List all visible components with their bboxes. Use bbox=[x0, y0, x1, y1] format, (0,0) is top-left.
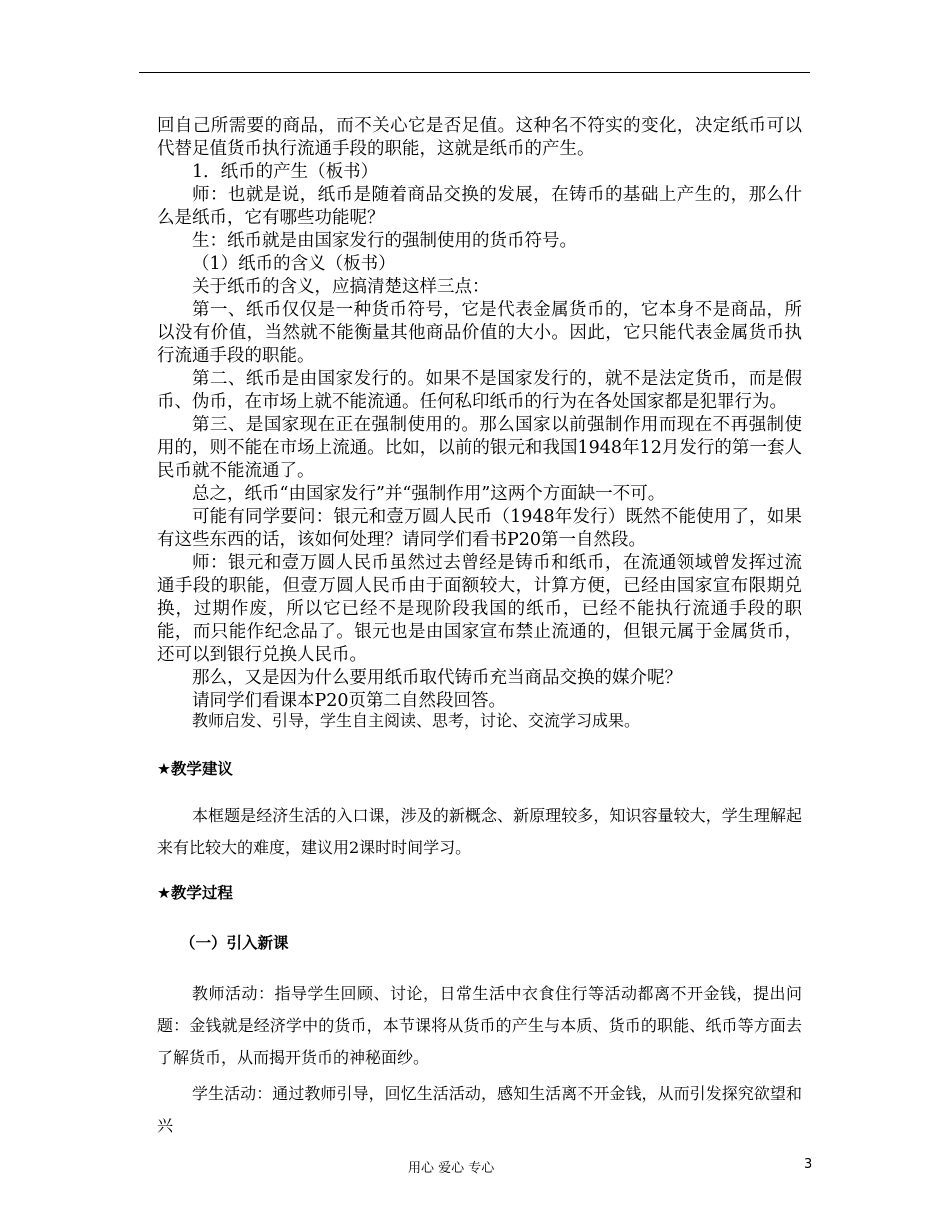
paragraph: 回自己所需要的商品，而不关心它是否足值。这种名不符实的变化，决定纸币可以代替足值货币执行流通手段的职能，这就是纸币的产生。 bbox=[157, 116, 802, 159]
paragraph: 第二、纸币是由国家发行的。如果不是国家发行的，就不是法定货币，而是假币、伪币，在市场上就不能流通。任何私印纸币的行为在各处国家都是犯罪行为。 bbox=[157, 369, 802, 412]
subheading: （1）纸币的含义（板书） bbox=[192, 254, 396, 274]
footer-motto: 用心 爱心 专心 bbox=[408, 1161, 495, 1176]
method-line bbox=[157, 705, 802, 737]
paragraph: 那么，又是因为什么要用纸币取代铸币充当商品交换的媒介呢？ bbox=[192, 668, 682, 688]
paragraph: 师：也就是说，纸币是随着商品交换的发展，在铸币的基础上产生的，那么什么是纸币，它有哪些功能呢？ bbox=[157, 185, 802, 228]
paragraph: 请同学们看课本P20页第二自然段回答。 bbox=[192, 691, 507, 711]
paragraph: 学生活动：通过教师引导，回忆生活活动，感知生活离不开金钱，从而引发探究欲望和兴 bbox=[157, 1084, 802, 1135]
header-rule bbox=[139, 72, 810, 73]
paragraph: 生：纸币就是由国家发行的强制使用的货币符号。 bbox=[192, 231, 577, 251]
paragraph: 第三、是国家现在正在强制使用的。那么国家以前强制作用而现在不再强制使用的，则不能在市场上流通。比如，以前的银元和我国1948年12月发行的第一套人民币就不能流通了。 bbox=[157, 415, 802, 481]
paragraph: 本框题是经济生活的入口课，涉及的新概念、新原理较多，知识容量较大，学生理解起来有比较大的难度，建议用2课时时间学习。 bbox=[157, 806, 802, 857]
main-text-block bbox=[157, 115, 802, 713]
section-intro bbox=[180, 932, 825, 955]
paragraph: 师：银元和壹万圆人民币虽然过去曾经是铸币和纸币，在流通领域曾发挥过流通手段的职能，但壹万圆人民币由于面额较大，计算方便，已经由国家宣布限期兑换，过期作废，所以它已经不是现阶段我国的纸币，已经不能执行流通手段的职能，而只能作纪念品了。银元也是由国家宣布禁止流通的，但银元属于金属货币，还可以到银行兑换人民币。 bbox=[157, 553, 802, 665]
paragraph: 可能有同学要问：银元和壹万圆人民币（1948年发行）既然不能使用了，如果有这些东西的话，该如何处理？请同学们看书P20第一自然段。 bbox=[157, 507, 802, 550]
subheading: 1．纸币的产生（板书） bbox=[192, 162, 379, 182]
subsection-heading: （一）引入新课 bbox=[180, 934, 289, 952]
section-process bbox=[157, 882, 802, 905]
section-suggestion bbox=[157, 758, 802, 781]
paragraph: 第一、纸币仅仅是一种货币符号，它是代表金属货币的，它本身不是商品，所以没有价值，当然就不能衡量其他商品价值的大小。因此，它只能代表金属货币执行流通手段的职能。 bbox=[157, 300, 802, 366]
teacher-activity bbox=[157, 978, 802, 1074]
paragraph: 关于纸币的含义，应搞清楚这样三点： bbox=[192, 277, 490, 297]
paragraph: 教师启发、引导，学生自主阅读、思考，讨论、交流学习成果。 bbox=[192, 711, 641, 730]
section-heading: ★教学过程 bbox=[157, 884, 233, 902]
paragraph: 教师活动：指导学生回顾、讨论，日常生活中衣食住行等活动都离不开金钱，提出问题：金钱就是经济学中的货币，本节课将从货币的产生与本质、货币的职能、纸币等方面去了解货币，从而揭开货币的神秘面纱。 bbox=[157, 984, 802, 1067]
student-activity bbox=[157, 1078, 802, 1142]
paragraph: 总之，纸币“由国家发行”并“强制作用”这两个方面缺一不可。 bbox=[192, 484, 666, 504]
page-number: 3 bbox=[804, 1157, 813, 1172]
suggestion-text bbox=[157, 800, 802, 864]
section-heading: ★教学建议 bbox=[157, 760, 233, 778]
